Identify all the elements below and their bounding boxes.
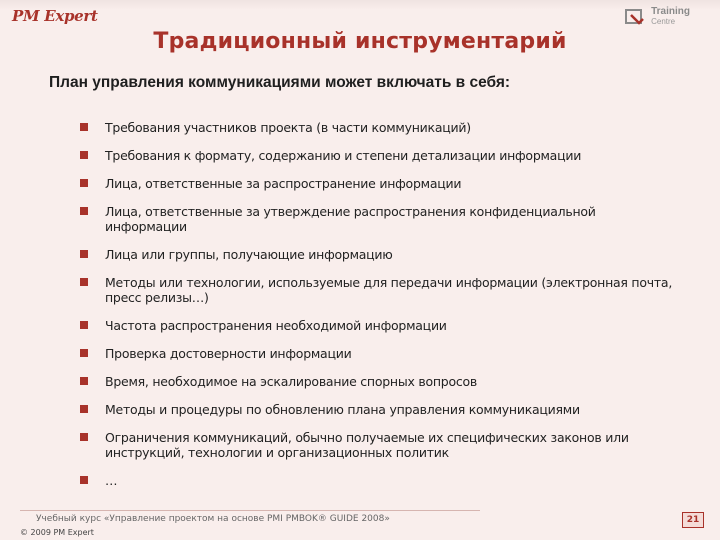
bullet-square-icon: [80, 349, 88, 357]
training-centre-logo: [625, 7, 690, 27]
logo-line-1: Training: [651, 6, 690, 17]
bullet-text: Требования участников проекта (в части коммуникаций): [105, 120, 471, 135]
slide-title: Традиционный инструментарий: [153, 29, 567, 54]
bullet-square-icon: [80, 321, 88, 329]
bullet-square-icon: [80, 433, 88, 441]
bullet-text: Ограничения коммуникаций, обычно получаемые их специфических законов или инструкций, технологии и организационных политик: [105, 430, 629, 460]
list-item: [80, 346, 680, 361]
bullet-text: Проверка достоверности информации: [105, 346, 352, 361]
bullet-square-icon: [80, 151, 88, 159]
footer-copyright: © 2009 PM Expert: [20, 528, 94, 537]
logo-line-2: Centre: [651, 17, 676, 26]
bullet-square-icon: [80, 476, 88, 484]
bullet-text: Частота распространения необходимой информации: [105, 318, 447, 333]
list-item: [80, 247, 680, 262]
list-item: [80, 148, 680, 163]
bullet-text: Лица, ответственные за утверждение распространения конфиденциальной информации: [105, 204, 596, 234]
bullet-text: Лица или группы, получающие информацию: [105, 247, 393, 262]
pm-expert-logo: PM Expert: [12, 7, 98, 25]
bullet-text: Требования к формату, содержанию и степени детализации информации: [105, 148, 582, 163]
top-band: [0, 0, 720, 10]
bullet-text: Методы или технологии, используемые для передачи информации (электронная почта, пресс релизы…): [105, 275, 673, 305]
footer-course-name: Учебный курс «Управление проектом на основе PMI PMBOK® GUIDE 2008»: [36, 514, 390, 524]
bullet-square-icon: [80, 405, 88, 413]
list-item: [80, 120, 680, 135]
page-number-badge: 21: [682, 512, 704, 528]
list-item: [80, 374, 680, 389]
bullet-square-icon: [80, 278, 88, 286]
bullet-list: [80, 120, 680, 501]
list-item: [80, 473, 680, 488]
slide-subtitle: План управления коммуникациями может включать в себя:: [49, 74, 511, 91]
list-item: [80, 318, 680, 333]
bullet-square-icon: [80, 207, 88, 215]
bullet-text: Лица, ответственные за распространение информации: [105, 176, 462, 191]
training-centre-icon: [625, 7, 645, 27]
bullet-text: Методы и процедуры по обновлению плана управления коммуникациями: [105, 402, 580, 417]
bullet-square-icon: [80, 179, 88, 187]
list-item: [80, 402, 680, 417]
footer-divider: [20, 510, 480, 511]
bullet-square-icon: [80, 123, 88, 131]
bullet-text: Время, необходимое на эскалирование спорных вопросов: [105, 374, 477, 389]
bullet-square-icon: [80, 377, 88, 385]
bullet-square-icon: [80, 250, 88, 258]
list-item: [80, 430, 680, 460]
list-item: [80, 204, 680, 234]
list-item: [80, 275, 680, 305]
list-item: [80, 176, 680, 191]
bullet-text: …: [105, 473, 118, 488]
